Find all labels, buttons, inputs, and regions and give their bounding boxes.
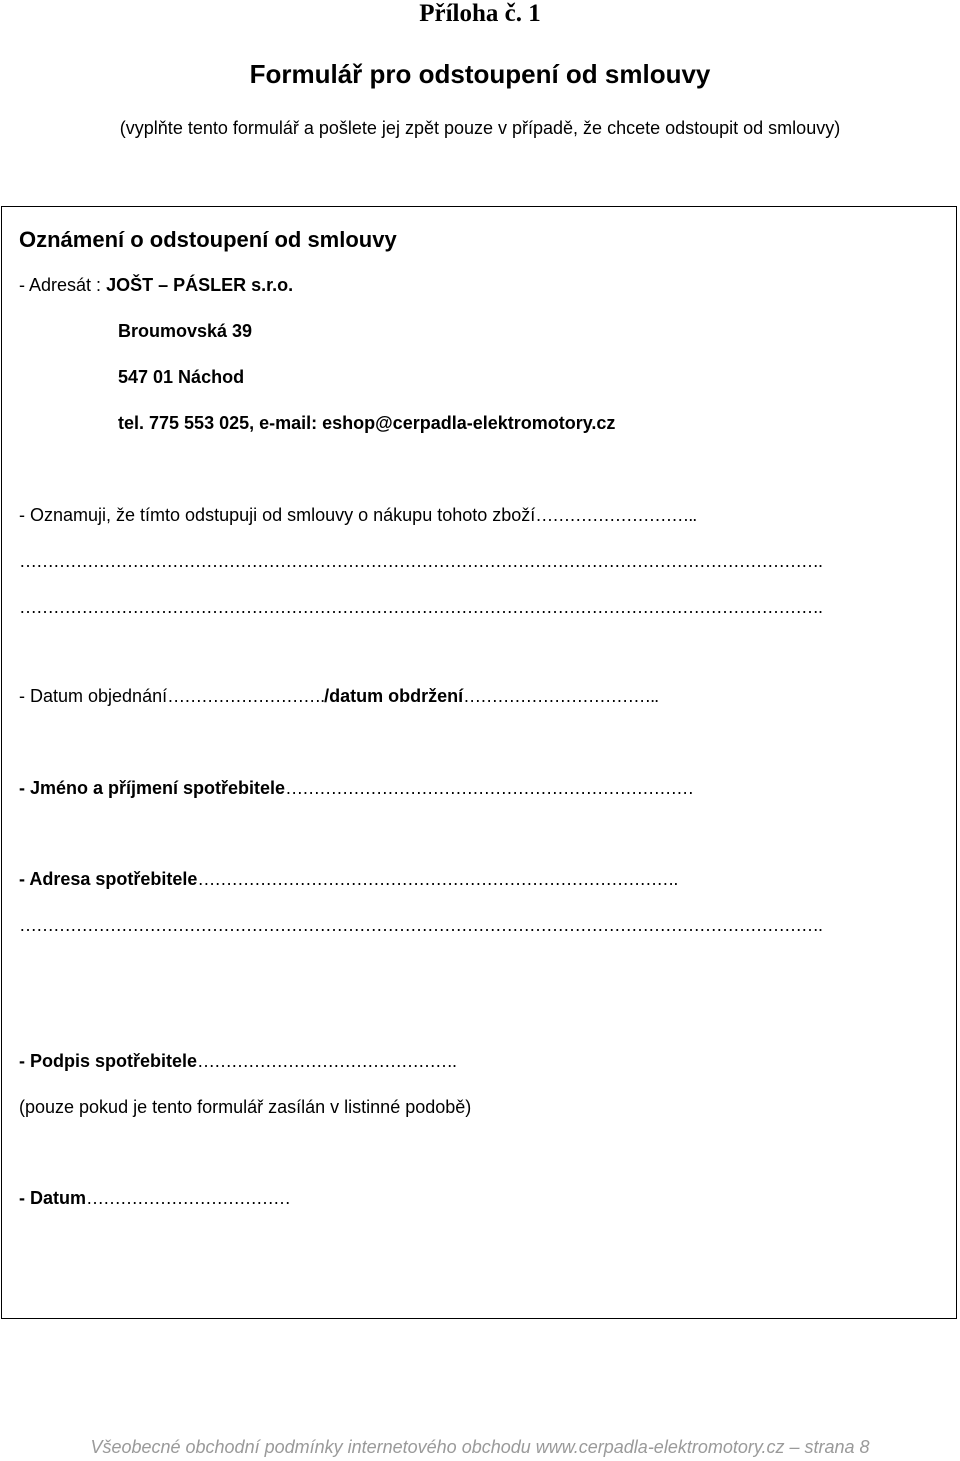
signature-note: (pouze pokud je tento formulář zasílán v listinné podobě) (19, 1097, 472, 1117)
addressee-company: JOŠT – PÁSLER s.r.o. (106, 275, 294, 295)
receipt-date-dots[interactable]: …………………………….. (463, 686, 659, 706)
address-label: - Adresa spotřebitele (19, 869, 198, 889)
addressee-line (19, 273, 293, 297)
address-line (19, 867, 677, 891)
form-subtitle: (vyplňte tento formulář a pošlete jej zpět pouze v případě, že chcete odstoupit od smlouvy) (119, 118, 841, 138)
declaration-dots[interactable]: ……………………….. (535, 505, 697, 525)
addressee-separator: : (91, 275, 107, 295)
order-date-dots[interactable]: ………………………. (167, 686, 325, 706)
addressee-city: 547 01 Náchod (118, 367, 245, 387)
date-label: - Datum (19, 1188, 86, 1208)
declaration-label: - Oznamuji, že tímto odstupuji od smlouvy o nákupu tohoto zboží (19, 505, 536, 525)
address-line-2[interactable]: ……………………………………………………………………………………………………………………………. (19, 915, 823, 935)
date-line (19, 684, 658, 708)
page-footer: Všeobecné obchodní podmínky internetového obchodu www.cerpadla-elektromotory.cz – strana 8 (90, 1437, 870, 1457)
name-line (19, 776, 693, 800)
form-title: Formulář pro odstoupení od smlouvy (249, 59, 711, 89)
signature-label: - Podpis spotřebitele (19, 1051, 198, 1071)
order-date-label: - Datum objednání (19, 686, 168, 706)
declaration-line-2[interactable]: ……………………………………………………………………………………………………………………………. (19, 551, 823, 571)
receipt-date-label: /datum obdržení (324, 686, 464, 706)
addressee-prefix: - Adresát (19, 275, 92, 295)
address-dots[interactable]: …………………………………………………………………………. (197, 869, 678, 889)
appendix-label: Příloha č. 1 (419, 0, 541, 27)
addressee-street: Broumovská 39 (118, 321, 253, 341)
date-dots[interactable]: ……………………………… (86, 1188, 290, 1208)
date-field-line (19, 1186, 290, 1210)
declaration-line (19, 503, 696, 527)
declaration-line-3[interactable]: ……………………………………………………………………………………………………………………………. (19, 597, 823, 617)
signature-dots[interactable]: ………………………………………. (197, 1051, 457, 1071)
addressee-contact: tel. 775 553 025, e-mail: eshop@cerpadla-elektromotory.cz (118, 413, 616, 433)
signature-line (19, 1049, 456, 1073)
name-label: - Jméno a příjmení spotřebitele (19, 778, 286, 798)
name-dots[interactable]: ……………………………………………………………… (285, 778, 694, 798)
notice-heading: Oznámení o odstoupení od smlouvy (19, 227, 397, 252)
